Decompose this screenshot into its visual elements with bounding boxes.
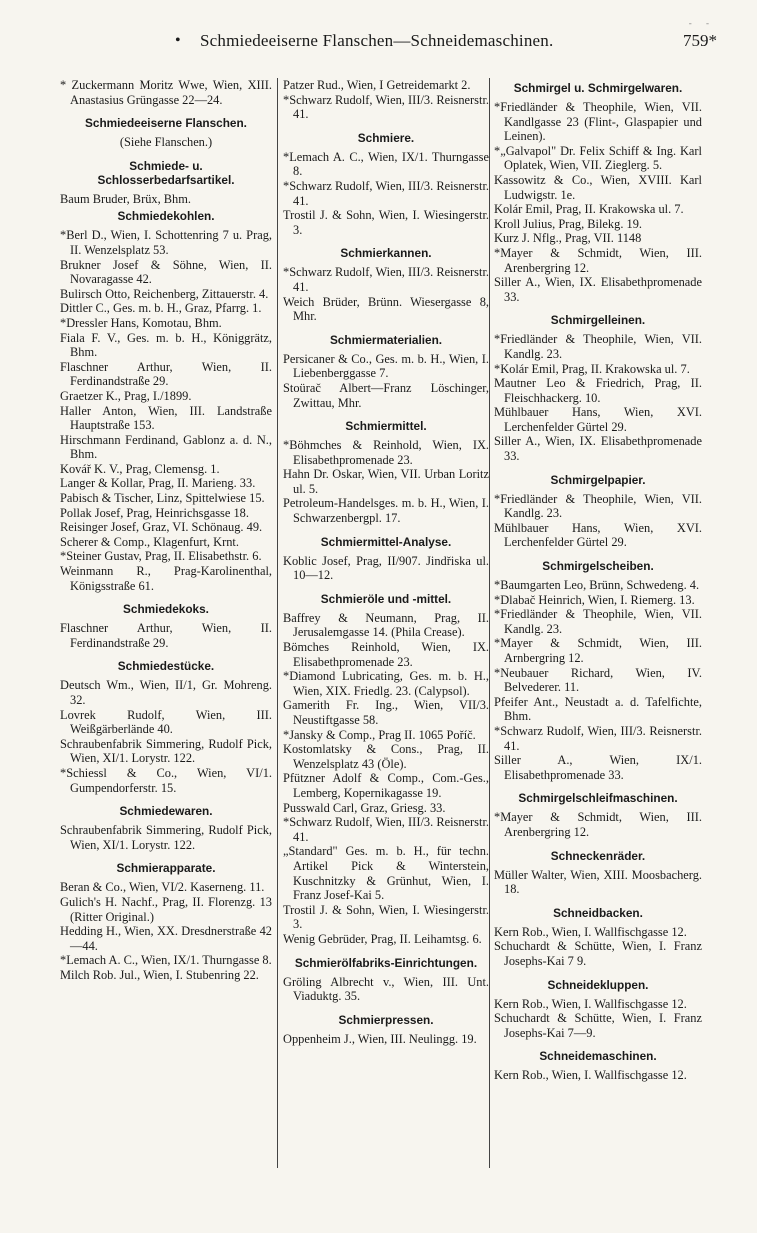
section-heading: Schmierkannen. xyxy=(340,246,432,261)
directory-entry: Beran & Co., Wien, VI/2. Kaserneng. 11. xyxy=(60,880,265,895)
directory-entry: *Friedländer & Theophile, Wien, VII. Kandlg. 23. xyxy=(494,491,702,521)
directory-entry: Kolár Emil, Prag, II. Krakowska ul. 7. xyxy=(494,202,684,217)
section-heading: Schmiedewaren. xyxy=(119,804,213,819)
directory-entry: Schraubenfabrik Simmering, Rudolf Pick, Wien, XI/1. Lorystr. 122. xyxy=(60,736,272,766)
directory-entry: Kostomlatsky & Cons., Prag, II. Wenzelsplatz 43 (Öle). xyxy=(283,742,489,771)
directory-entry: „Standard" Ges. m. b. H., für techn. Artikel Pick & Winterstein, Kuschnitzky & Grünhut, Wien, I. Franz Josef-Kai 5. xyxy=(283,844,489,903)
directory-entry: *Dlabač Heinrich, Wien, I. Riemerg. 13. xyxy=(494,592,695,607)
section-heading: Schmiermaterialien. xyxy=(329,332,443,347)
directory-entry: Petroleum-Handelsges. m. b. H., Wien, I. Schwarzenbergpl. 17. xyxy=(283,496,489,526)
directory-entry: *Neubauer Richard, Wien, IV. Belvederег. 11. xyxy=(494,665,702,695)
directory-entry: Baum Bruder, Brüx, Bhm. xyxy=(60,191,191,206)
directory-entry: Schuchardt & Schütte, Wien, I. Franz Josephs-Kai 7 9. xyxy=(494,939,702,968)
directory-entry: Oppenheim J., Wien, III. Neulingg. 19. xyxy=(283,1031,477,1046)
section-heading: Schmiedestücke. xyxy=(117,659,215,674)
directory-entry: *Jansky & Comp., Prag II. 1065 Poříč. xyxy=(283,727,476,742)
directory-entry: Pabisch & Tischer, Linz, Spittelwiese 15. xyxy=(60,491,265,506)
directory-entry: *Schwarz Rudolf, Wien, III/3. Reisnerstr. 41. xyxy=(283,265,489,294)
directory-entry: *Böhmches & Reinhold, Wien, IX. Elisabethpromenade 23. xyxy=(283,438,489,467)
section-heading: Schmierpressen. xyxy=(338,1012,434,1027)
directory-entry: Pfützner Adolf & Comp., Com.-Ges., Lemberg, Kopernikagasse 19. xyxy=(283,771,489,800)
directory-entry: Schuchardt & Schütte, Wien, I. Franz Josephs-Kai 7—9. xyxy=(494,1011,702,1040)
directory-entry: Weich Brüder, Brünn. Wiesergasse 8, Mhr. xyxy=(283,294,489,324)
section-heading: Schneidbacken. xyxy=(553,905,643,920)
page-number: 759* xyxy=(683,31,717,50)
header-bullet: • xyxy=(175,32,181,49)
directory-entry: *Steiner Gustav, Prag, II. Elisabethstr. 6. xyxy=(60,549,262,564)
directory-entry: Kroll Julius, Prag, Bilekg. 19. xyxy=(494,216,642,231)
section-heading: Schmieröle und -mittel. xyxy=(320,591,452,606)
section-heading: Schmirgel u. Schmirgelwaren. xyxy=(513,81,683,95)
directory-entry: Trostil J. & Sohn, Wien, I. Wiesingerstr. 3. xyxy=(283,208,489,237)
directory-entry: *Kolár Emil, Prag, II. Krakowska ul. 7. xyxy=(494,361,690,376)
directory-entry: Gulich's H. Nachf., Prag, II. Florenzg. 13 (Ritter Original.) xyxy=(60,894,272,924)
directory-entry: *Schiessl & Co., Wien, VI/1. Gumpendorferstr. 15. xyxy=(60,765,272,795)
section-heading: Schmiere. xyxy=(357,130,415,145)
corner-mark: - - xyxy=(688,18,715,28)
directory-entry: Pollak Josef, Prag, Heinrichsgasse 18. xyxy=(60,505,249,520)
directory-entry: Reisinger Josef, Graz, VI. Schönaug. 49. xyxy=(60,520,263,535)
section-heading: Schneckenräder. xyxy=(550,848,646,863)
section-heading: Schmirgelscheiben. xyxy=(542,559,654,574)
directory-entry: *Friedländer & Theophile, Wien, VII. Kandlgasse 23 (Flint-, Glaspapier und Leinen). xyxy=(494,100,702,144)
directory-entry: Siller A., Wien, IX. Elisabethpromenade 33. xyxy=(494,434,702,464)
column-left xyxy=(60,78,272,983)
directory-entry: Fiala F. V., Ges. m. b. H., Königgrätz, Bhm. xyxy=(60,330,272,360)
running-header xyxy=(60,30,717,56)
directory-entry: Kern Rob., Wien, I. Wallfischgasse 12. xyxy=(494,924,687,939)
directory-entry: *Lemach A. C., Wien, IX/1. Thurngasse 8. xyxy=(283,149,489,179)
directory-entry: *Baumgarten Leo, Brünn, Schwedeng. 4. xyxy=(494,578,700,593)
section-heading: Schneidekluppen. xyxy=(547,977,649,992)
directory-entry: Wenig Gebrüder, Prag, II. Leihamtsg. 6. xyxy=(283,931,482,946)
directory-entry: *Mayer & Schmidt, Wien, III. Arenbergring 12. xyxy=(494,810,702,839)
directory-entry: *Dressler Hans, Komotau, Bhm. xyxy=(60,315,222,330)
directory-entry: *Schwarz Rudolf, Wien, III/3. Reisnerstr. 41. xyxy=(283,815,489,844)
section-heading: Schmirgelpapier. xyxy=(550,472,646,487)
directory-entry: Mühlbauer Hans, Wien, XVI. Lerchenfelder Gürtel 29. xyxy=(494,520,702,550)
directory-entry: Dittler C., Ges. m. b. H., Graz, Pfarrg. 1. xyxy=(60,301,262,316)
directory-entry: Hahn Dr. Oskar, Wien, VII. Urban Loritz ul. 5. xyxy=(283,467,489,496)
directory-entry: *Berl D., Wien, I. Schottenring 7 u. Prag, II. Wenzelsplatz 53. xyxy=(60,228,272,257)
directory-entry: *Schwarz Rudolf, Wien, III/3. Reisnerstr. 41. xyxy=(283,178,489,208)
directory-entry: Mühlbauer Hans, Wien, XVI. Lerchenfelder Gürtel 29. xyxy=(494,405,702,434)
directory-entry: Siller A., Wien, IX. Elisabethpromenade 33. xyxy=(494,275,702,304)
directory-entry: Kurz J. Nflg., Prag, VII. 1148 xyxy=(494,231,642,246)
directory-entry: Kern Rob., Wien, I. Wallfischgasse 12. xyxy=(494,1068,687,1083)
directory-entry: *„Galvapol" Dr. Felix Schiff & Ing. Karl Oplatek, Wien, VII. Zieglerg. 5. xyxy=(494,143,702,173)
directory-entry: *Schwarz Rudolf, Wien, III/3. Reisnerstr. 41. xyxy=(283,92,489,122)
directory-entry: Patzer Rud., Wien, I Getreidemarkt 2. xyxy=(283,78,471,92)
directory-entry: Stoürač Albert—Franz Löschinger, Zwittau, Mhr. xyxy=(283,380,489,410)
section-heading: Schmirgelschleifmaschinen. xyxy=(518,791,678,806)
directory-entry: Weinmann R., Prag-Karolinenthal, Königsstraße 61. xyxy=(60,564,272,593)
directory-entry: Trostil J. & Sohn, Wien, I. Wiesingerstr. 3. xyxy=(283,902,489,932)
directory-entry: Bömches Reinhold, Wien, IX. Elisabethpromenade 23. xyxy=(283,640,489,669)
directory-entry: Pfeifer Ant., Neustadt a. d. Tafelfichte, Bhm. xyxy=(494,694,702,724)
directory-entry: Schraubenfabrik Simmering, Rudolf Pick, Wien, XI/1. Lorystr. 122. xyxy=(60,823,272,852)
directory-entry: *Lemach A. C., Wien, IX/1. Thurngasse 8. xyxy=(60,953,272,968)
directory-entry: Lovrek Rudolf, Wien, III. Weißgärberlände 40. xyxy=(60,707,272,737)
directory-entry: Hirschmann Ferdinand, Gablonz a. d. N., Bhm. xyxy=(60,432,272,462)
directory-entry: Scherer & Comp., Klagenfurt, Krnt. xyxy=(60,534,239,549)
section-heading: Schmirgelleinen. xyxy=(550,313,646,328)
directory-entry: Persicaner & Co., Ges. m. b. H., Wien, I. Liebenberggasse 7. xyxy=(283,351,489,381)
directory-entry: Flaschner Arthur, Wien, II. Ferdinandstraße 29. xyxy=(60,621,272,650)
directory-entry: Kovář K. V., Prag, Clemensg. 1. xyxy=(60,461,220,476)
directory-entry: Langer & Kollar, Prag, II. Marieng. 33. xyxy=(60,476,256,491)
section-heading: Schneidemaschinen. xyxy=(539,1049,657,1064)
section-heading: Schmierölfabriks-Einrichtungen. xyxy=(294,955,478,970)
section-heading: Schmiede- u. Schlosserbedarfsartikel. xyxy=(97,158,235,187)
directory-entry: Brukner Josef & Söhne, Wien, II. Novaragasse 42. xyxy=(60,257,272,287)
directory-entry: Siller A., Wien, IX/1. Elisabethpromenade 33. xyxy=(494,753,702,782)
page-title: Schmiedeeiserne Flanschen—Schneidemaschinen. xyxy=(200,31,554,50)
cross-reference-note: (Siehe Flanschen.) xyxy=(119,135,213,150)
directory-entry: *Mayer & Schmidt, Wien, III. Arnbergring 12. xyxy=(494,636,702,665)
directory-entry: Deutsch Wm., Wien, II/1, Gr. Mohreng. 32. xyxy=(60,678,272,707)
directory-entry: Mautner Leo & Friedrich, Prag, II. Fleischhackerg. 10. xyxy=(494,376,702,405)
directory-entry: * Zuckermann Moritz Wwe, Wien, XIII. Anastasius Grüngasse 22—24. xyxy=(60,78,272,107)
directory-entry: *Friedländer & Theophile, Wien, VII. Kandlg. 23. xyxy=(494,607,702,636)
directory-entry: Kassowitz & Co., Wien, XVIII. Karl Ludwigstr. 1e. xyxy=(494,172,702,202)
directory-entry: Haller Anton, Wien, III. Landstraße Hauptstraße 153. xyxy=(60,403,272,433)
directory-entry: Bulirsch Otto, Reichenberg, Zittauerstr. 4. xyxy=(60,286,269,301)
section-heading: Schmierapparate. xyxy=(116,861,216,876)
directory-entry: Gamerith Fr. Ing., Wien, VII/3. Neustiftgasse 58. xyxy=(283,698,489,727)
directory-entry: Baffrey & Neumann, Prag, II. Jerusalemgasse 14. (Phila Crease). xyxy=(283,610,489,640)
section-heading: Schmiedeeiserne Flanschen. xyxy=(85,116,247,131)
column-divider xyxy=(489,78,490,1168)
column-right xyxy=(494,78,702,1083)
directory-entry: *Diamond Lubricating, Ges. m. b. H., Wien, XIX. Friedlg. 23. (Calypsol). xyxy=(283,669,489,698)
section-heading: Schmiedekohlen. xyxy=(117,209,215,224)
directory-entry: *Friedländer & Theophile, Wien, VII. Kandlg. 23. xyxy=(494,332,702,361)
directory-entry: Flaschner Arthur, Wien, II. Ferdinandstraße 29. xyxy=(60,359,272,389)
directory-entry: Gröling Albrecht v., Wien, III. Unt. Viaduktg. 35. xyxy=(283,974,489,1004)
directory-entry: *Schwarz Rudolf, Wien, III/3. Reisnerstr. 41. xyxy=(494,723,702,753)
column-divider xyxy=(277,78,278,1168)
directory-entry: Graetzer K., Prag, I./1899. xyxy=(60,388,192,403)
directory-entry: Koblic Josef, Prag, II/907. Jindřiska ul. 10—12. xyxy=(283,553,489,583)
directory-entry: *Mayer & Schmidt, Wien, III. Arenbergring 12. xyxy=(494,245,702,275)
directory-entry: Milch Rob. Jul., Wien, I. Stubenring 22. xyxy=(60,967,259,982)
directory-entry: Kern Rob., Wien, I. Wallfischgasse 12. xyxy=(494,996,687,1011)
directory-entry: Müller Walter, Wien, XIII. Moosbacherg. 18. xyxy=(494,867,702,897)
directory-entry: Hedding H., Wien, XX. Dresdnerstraße 42—44. xyxy=(60,924,272,953)
column-middle xyxy=(283,78,489,1046)
section-heading: Schmiermittel. xyxy=(345,419,427,434)
section-heading: Schmiermittel-Analyse. xyxy=(320,534,452,549)
directory-entry: Pusswald Carl, Graz, Griesg. 33. xyxy=(283,800,446,815)
section-heading: Schmiedekoks. xyxy=(123,602,209,617)
